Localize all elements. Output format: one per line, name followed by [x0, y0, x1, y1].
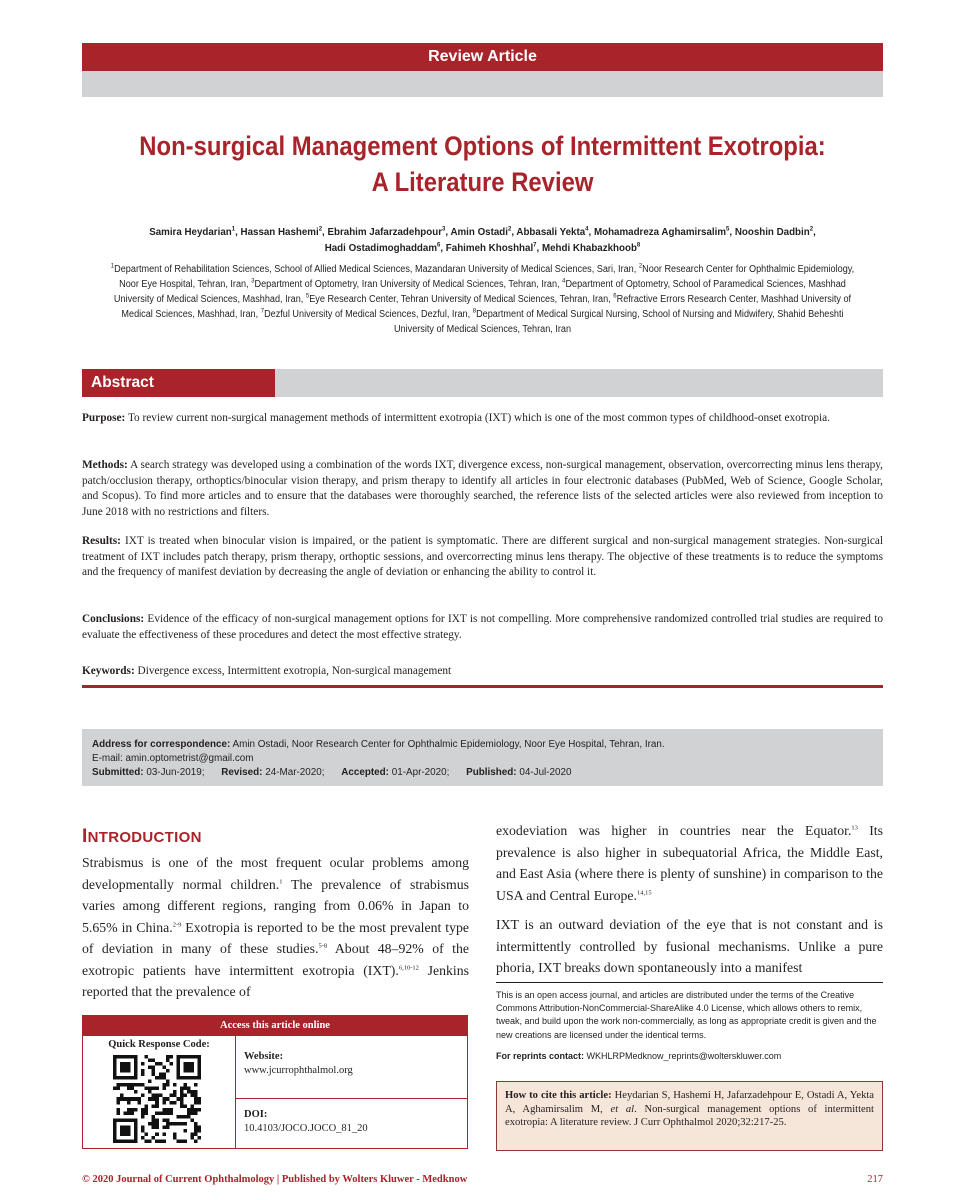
doi-block — [244, 1108, 368, 1136]
abstract-results — [82, 534, 883, 581]
article-title — [122, 128, 843, 200]
doi-label: DOI: — [244, 1109, 268, 1120]
reprints-label: For reprints contact: — [496, 1051, 585, 1061]
author-affiliation-marker: 8 — [636, 241, 641, 249]
citation-reference[interactable]: 2-9 — [172, 920, 182, 928]
citation-reference[interactable]: 1 — [279, 877, 283, 885]
footer-journal: © 2020 Journal of Current Ophthalmology | Published by Wolters Kluwer - Medknow — [82, 1174, 468, 1185]
methods-text: A search strategy was developed using a combination of the words IXT, divergence excess, non-surgical management, observation, overcorrecting minus lens therapy, patch/occlusion therapy, orthoptics/binocular vision therapy, and prism therapy to identify all articles in four electronic databases (PubMed, Web of Science, Google Scholar, and Scopus). To find more articles and to ensure that the databases were thoroughly searched, the reference lists of the selected articles were also reviewed from inception to June 2018 with no restrictions and filters. — [82, 459, 883, 518]
how-to-cite-box — [496, 1081, 883, 1151]
citation-reference[interactable]: 14,15 — [637, 888, 652, 896]
author-affiliation-marker: 2 — [318, 225, 323, 233]
purpose-text: To review current non-surgical management methods of intermittent exotropia (IXT) which is one of the most common types of childhood-onset exotropia. — [127, 412, 830, 424]
article-type-label: Review Article — [428, 48, 537, 65]
affiliation-text: Refractive Errors Research Center, Mashhad University of Medical Sciences, Mashhad, Iran, — [121, 294, 852, 320]
methods-label: Methods: — [82, 459, 128, 471]
affiliation-text: Department of Optometry, School of Paramedical Sciences, Mashhad University of Medical Sciences, Mashhad, Iran, — [113, 279, 846, 305]
correspondence-box — [82, 729, 883, 786]
abstract-keywords — [82, 664, 883, 680]
affiliation-marker: 5 — [305, 292, 310, 300]
citation-reference[interactable]: 5-8 — [318, 942, 328, 950]
conclusions-text: Evidence of the efficacy of non-surgical management options for IXT is not compelling. More comprehensive randomized controlled trial studies are required to evaluate the effectiveness of these procedures and detect the most effective strategy. — [82, 613, 883, 641]
author-affiliation-marker: 2 — [507, 225, 512, 233]
doi-link[interactable]: 10.4103/JOCO.JOCO_81_20 — [244, 1123, 368, 1134]
author-name: Nooshin Dadbin — [734, 226, 810, 238]
article-dates — [92, 766, 873, 780]
purpose-label: Purpose: — [82, 412, 126, 424]
results-label: Results: — [82, 535, 121, 547]
affiliation-text: Eye Research Center, Tehran University of Medical Sciences, Tehran, Iran, — [309, 294, 614, 305]
affiliation-marker: 7 — [260, 307, 265, 315]
author-name: Ebrahim Jafarzadehpour — [327, 226, 443, 238]
author-name: Hassan Hashemi — [240, 226, 319, 238]
correspondence-address: Amin Ostadi, Noor Research Center for Ophthalmic Epidemiology, Noor Eye Hospital, Tehran, Iran. — [232, 739, 665, 750]
author-name: Fahimeh Khoshhal — [445, 242, 534, 254]
accepted-label: Accepted: — [341, 767, 389, 778]
author-name: Amin Ostadi — [450, 226, 508, 238]
access-divider — [236, 1098, 467, 1099]
license-divider — [496, 982, 883, 983]
page-number: 217 — [867, 1174, 883, 1185]
intro-left-column — [82, 852, 469, 1003]
affiliation-marker: 2 — [638, 262, 643, 270]
affiliation-text: Dezful University of Medical Sciences, Dezful, Iran, — [264, 309, 473, 320]
qr-panel — [83, 1036, 236, 1148]
article-type-banner — [82, 43, 883, 71]
cite-text-before: Heydarian S, Hashemi H, Jafarzadehpour E, Ostadi A, Yekta A, Aghamirsalim M, — [505, 1090, 875, 1115]
abstract-conclusions — [82, 612, 883, 643]
intro-heading-rest: NTRODUCTION — [87, 829, 202, 846]
results-text: IXT is treated when binocular vision is impaired, or the patient is symptomatic. There are different surgical and non-surgical management strategies. Non-surgical treatment of IXT includes patch therapy, prism therapy, orthoptic sessions, and overcorrecting minus lens therapy. The objective of these treatments is to reduce the symptoms and the frequency of manifest deviation by decreasing the angle of deviation or enhancing the ability to control it. — [82, 535, 883, 578]
abstract-purpose — [82, 411, 883, 427]
title-line-2: A Literature Review — [371, 167, 594, 197]
header-gray-band — [82, 71, 883, 97]
access-links-panel — [236, 1036, 467, 1148]
intro-right-column — [496, 820, 883, 979]
body-text: The prevalence of strabismus varies among different regions, ranging from 0.06% in Japan to 5.65% in China. — [82, 876, 469, 935]
affiliation-list — [110, 262, 855, 337]
submitted-date: 03-Jun-2019; — [146, 767, 205, 778]
conclusions-label: Conclusions: — [82, 613, 145, 625]
license-text: This is an open access journal, and articles are distributed under the terms of the Creative Commons Attribution-NonCommercial-ShareAlike 4.0 License, which allows others to remix, tweak, and build upon the work non-commercially, as long as appropriate credit is given and the new creations are licensed under the identical terms. — [496, 990, 877, 1040]
intro-paragraph-2 — [496, 820, 883, 906]
author-affiliation-marker: 6 — [437, 241, 441, 249]
body-text: Strabismus is one of the most frequent ocular problems among developmentally normal children. — [82, 855, 469, 892]
author-affiliation-marker: 3 — [442, 225, 446, 233]
intro-heading-initial: I — [82, 826, 88, 847]
author-list: Samira Heydarian$^1$, Hassan Hashemi$^2$, Ebrahim Jafarzadehpour$^3$, Amin Ostadi$^2$, Abbasali Yekta$^4$, Mohamadreza Aghamirsalim$^5$, Nooshin Dadbin$^2$, Hadi Ostadimoghaddam$^6$, Fahimeh Khoshhal$^7$, Mehdi Khabazkhoob$^8$ — [149, 225, 816, 254]
affiliation-marker: 3 — [251, 277, 255, 285]
website-block — [244, 1050, 353, 1078]
website-link[interactable]: www.jcurrophthalmol.org — [244, 1065, 353, 1076]
author-affiliation-marker: 2 — [809, 225, 814, 233]
revised-label: Revised: — [221, 767, 263, 778]
access-box-heading: Access this article online — [83, 1016, 467, 1036]
accepted-date: 01-Apr-2020; — [391, 767, 450, 778]
intro-paragraph-3: IXT is an outward deviation of the eye that is not constant and is intermittently controlled by fusional mechanisms. Unlike a pure phoria, IXT breaks down spontaneously into a manifest — [496, 917, 883, 975]
website-label: Website: — [244, 1051, 284, 1062]
published-label: Published: — [466, 767, 517, 778]
submitted-label: Submitted: — [92, 767, 144, 778]
revised-date: 24-Mar-2020; — [265, 767, 325, 778]
title-line-1: Non-surgical Management Options of Intermittent Exotropia: — [139, 131, 826, 161]
author-affiliation-marker: 5 — [726, 225, 730, 233]
affiliation-marker: 8 — [472, 307, 477, 315]
author-name: Mohamadreza Aghamirsalim — [593, 226, 727, 238]
cite-text-after: . Non-surgical management options of intermittent exotropia: A literature review. J Curr Ophthalmol 2020;32:217-25. — [505, 1103, 874, 1128]
author-name: Abbasali Yekta — [516, 226, 586, 238]
cite-etal: et al — [610, 1103, 635, 1115]
affiliation-marker: 1 — [110, 262, 115, 270]
body-text: exodeviation was higher in countries near the Equator. — [496, 823, 852, 838]
published-date: 04-Jul-2020 — [519, 767, 572, 778]
author-name: Mehdi Khabazkhoob — [541, 242, 637, 254]
abstract-divider — [82, 685, 883, 688]
intro-paragraph-1 — [82, 852, 469, 1003]
body-text: Its prevalence is also higher in subequatorial Africa, the Middle East, and East Asia (where there is plenty of sunshine) in comparison to the USA and Central Europe. — [496, 823, 883, 903]
correspondence-email[interactable]: E-mail: amin.optometrist@gmail.com — [92, 753, 254, 764]
body-text: Jenkins reported that the prevalence of — [82, 962, 469, 999]
affiliation-marker: 6 — [613, 292, 617, 300]
correspondence-label: Address for correspondence: — [92, 739, 231, 750]
body-text: Exotropia is reported to be the most prevalent type of deviation in many of these studies. — [82, 919, 469, 956]
access-article-box — [82, 1015, 468, 1149]
affiliation-text: Noor Research Center for Ophthalmic Epidemiology, Noor Eye Hospital, Tehran, Iran, — [119, 264, 855, 290]
author-affiliation-marker: 1 — [231, 225, 236, 233]
reprints-line — [496, 1051, 883, 1061]
author-name: Samira Heydarian — [149, 226, 232, 238]
keywords-label: Keywords: — [82, 665, 135, 677]
citation-reference[interactable]: 13 — [851, 824, 858, 832]
body-text: About 48–92% of the exotropic patients have intermittent exotropia (IXT). — [82, 941, 469, 978]
qr-code-icon[interactable] — [113, 1055, 201, 1143]
affiliation-text: Department of Optometry, Iran University of Medical Sciences, Tehran, Iran, — [254, 279, 563, 290]
abstract-heading: Abstract — [82, 369, 275, 397]
abstract-methods — [82, 458, 883, 520]
author-name: Hadi Ostadimoghaddam — [324, 242, 438, 254]
qr-label: Quick Response Code: — [108, 1039, 210, 1050]
author-affiliation-marker: 7 — [533, 241, 537, 249]
keywords-text: Divergence excess, Intermittent exotropia, Non-surgical management — [137, 665, 452, 677]
author-affiliation-marker: 4 — [585, 225, 589, 233]
affiliation-text: Department of Medical Surgical Nursing, School of Nursing and Midwifery, Shahid Beheshti University of Medical Sciences, Tehran, Iran — [393, 309, 844, 335]
cite-label: How to cite this article: — [505, 1090, 612, 1101]
affiliation-marker: 4 — [562, 277, 566, 285]
introduction-heading — [82, 826, 202, 848]
affiliation-text: Department of Rehabilitation Sciences, School of Allied Medical Sciences, Mazandaran University of Medical Sciences, Sari, Iran, — [114, 264, 639, 275]
citation-reference[interactable]: 6,10-12 — [398, 963, 419, 971]
reprints-email[interactable]: WKHLRPMedknow_reprints@wolterskluwer.com — [586, 1051, 782, 1061]
